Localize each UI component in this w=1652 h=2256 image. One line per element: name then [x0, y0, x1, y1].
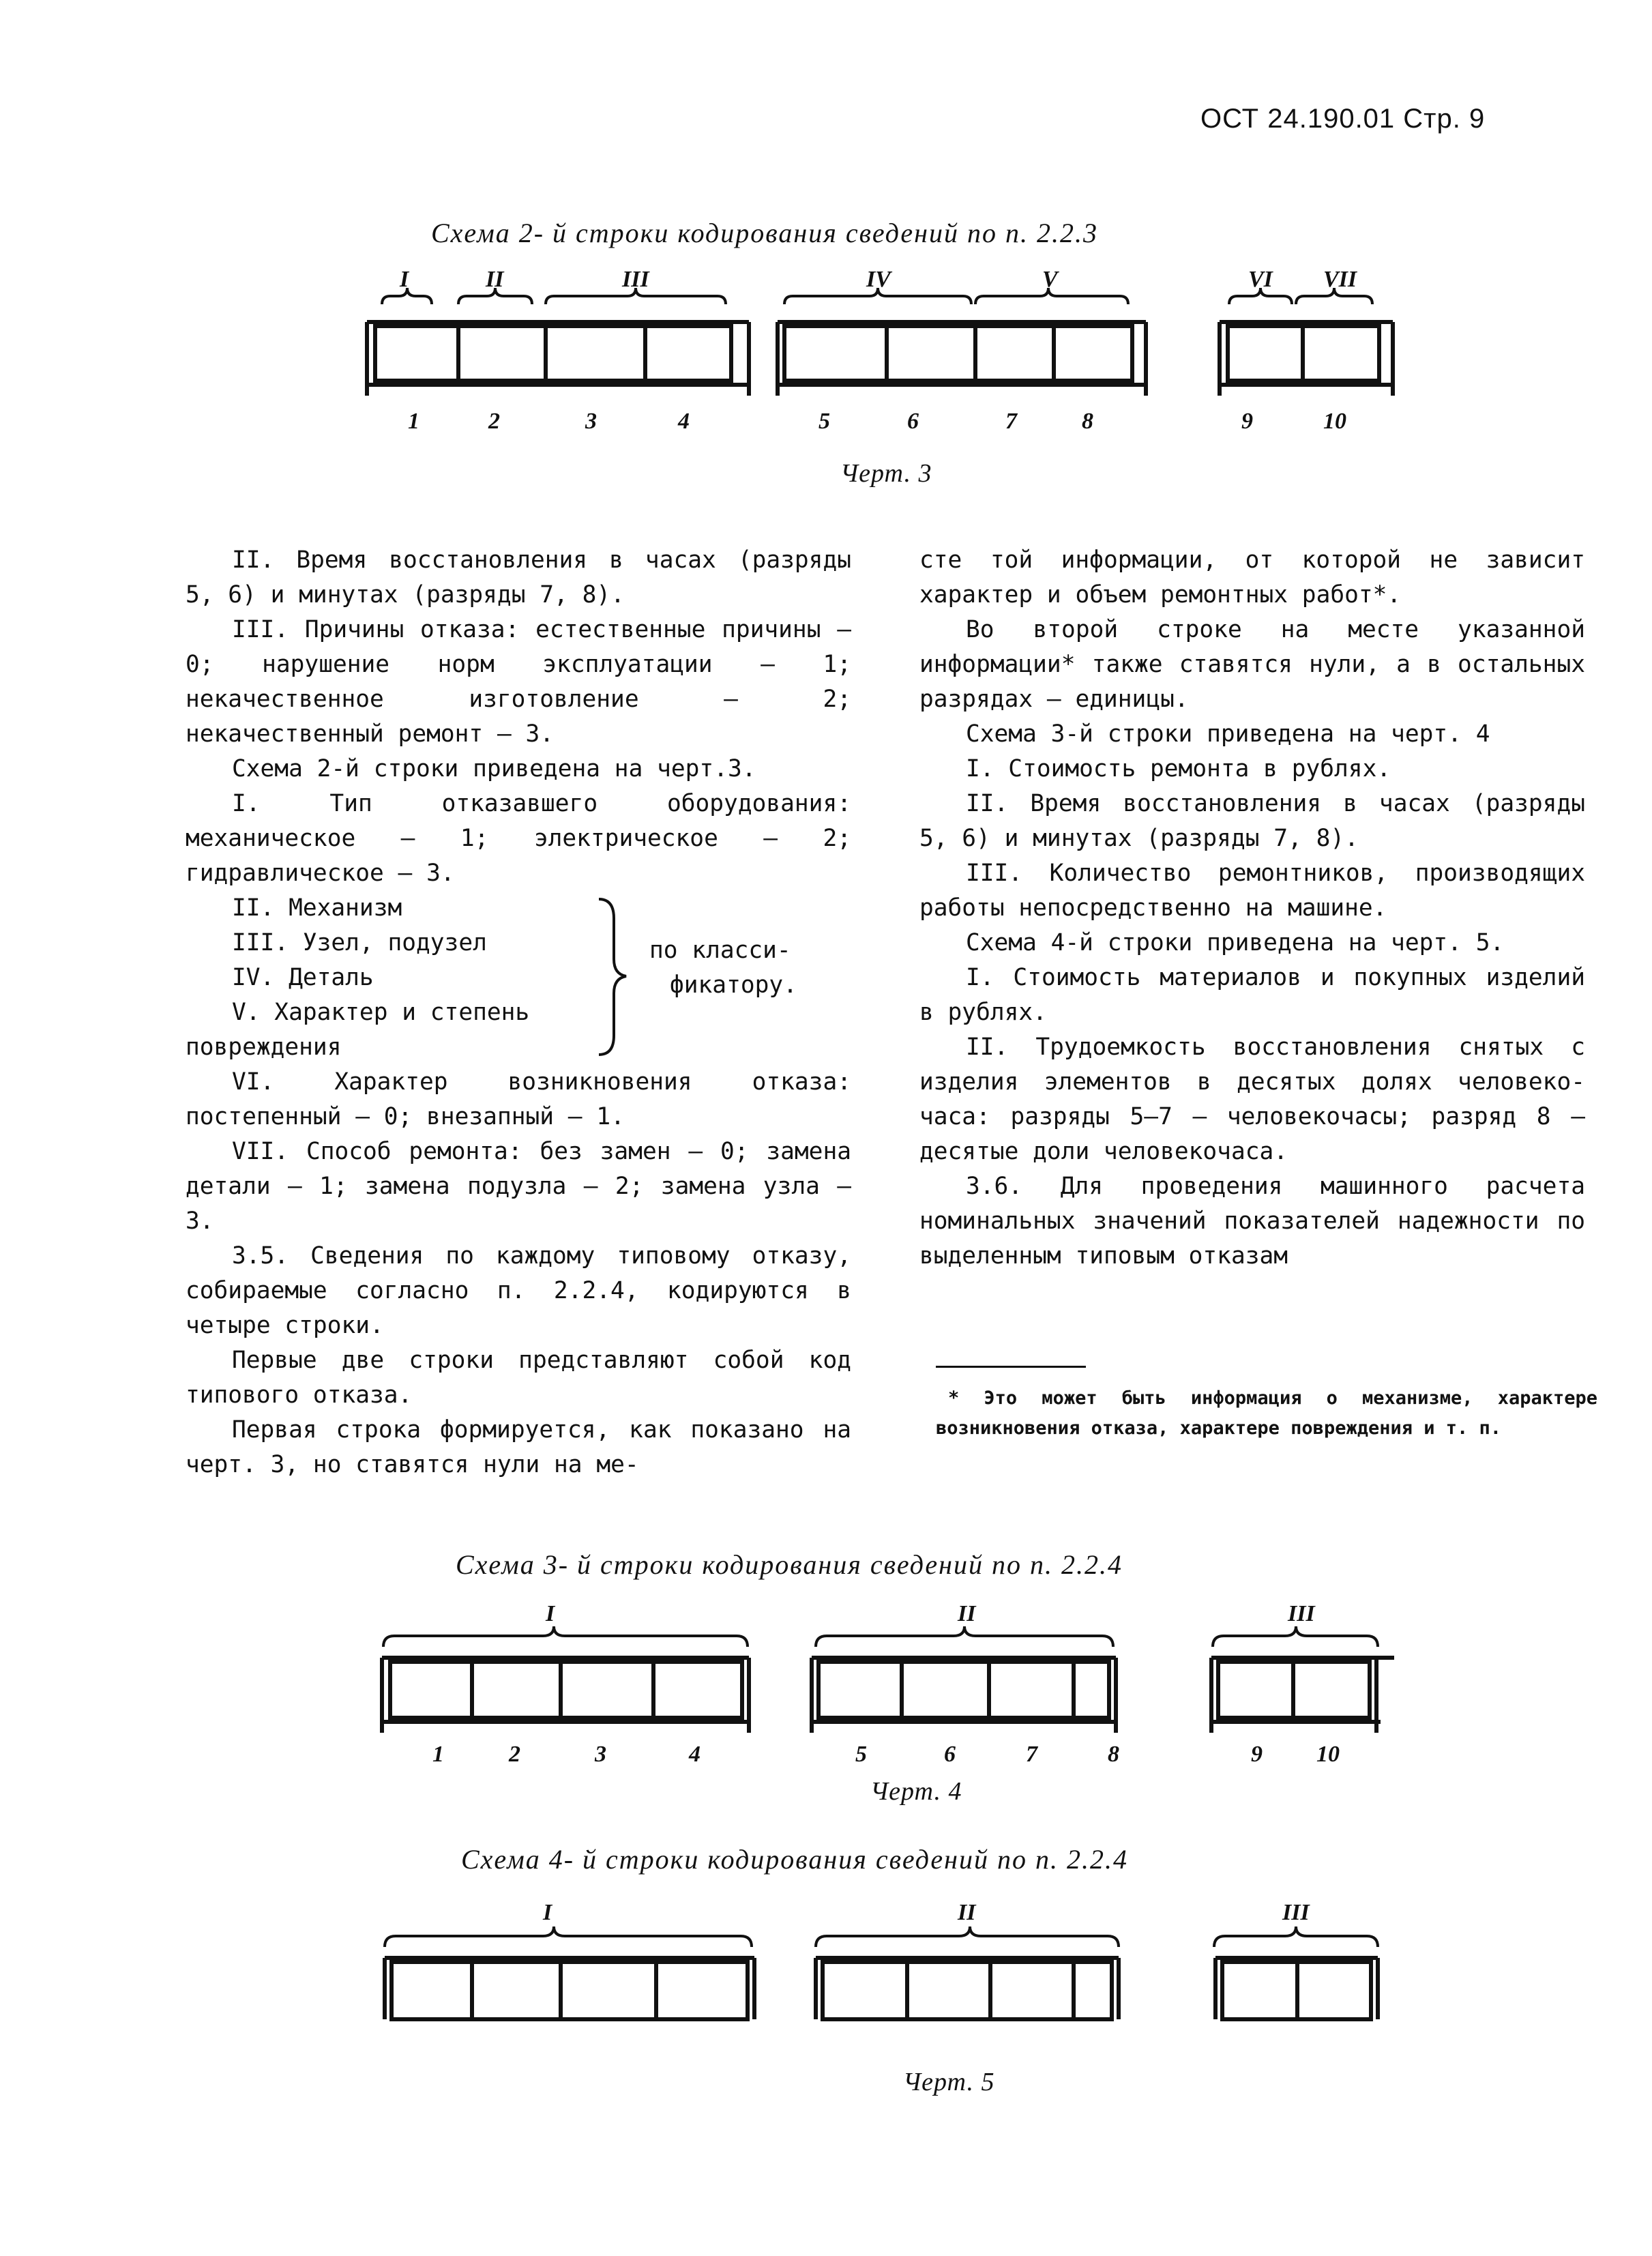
list-item: III. Узел, подузел: [232, 929, 487, 956]
right-column: [919, 543, 1585, 1274]
digit-label: 2: [509, 1742, 520, 1767]
paragraph: 3.6. Для проведения машинного расчета номинальных значений показателей надежности по выделенным типовым отказам: [919, 1173, 1585, 1270]
digit-label: 1: [432, 1742, 444, 1767]
right-brace-icon: [593, 891, 634, 1061]
paragraph: 3.5. Сведения по каждому типовому отказу, собираемые согласно п. 2.2.4, кодируются в четыре строки.: [186, 1242, 851, 1339]
digit-label: 5: [818, 409, 830, 434]
paragraph: VI. Характер возникновения отказа: постепенный – 0; внезапный – 1.: [186, 1068, 851, 1130]
paragraph: Схема 3-й строки приведена на черт. 4: [966, 720, 1490, 748]
digit-label: 10: [1323, 409, 1346, 434]
schema-4-title: Схема 4- й строки кодирования сведений по п. 2.2.4: [461, 1844, 1129, 1875]
digit-label: 6: [944, 1742, 956, 1767]
group-label-VII: VII: [1323, 267, 1357, 292]
brace-I: [383, 1626, 748, 1647]
page-header: ОСТ 24.190.01 Стр. 9: [1200, 104, 1486, 134]
paragraph: Первая строка формируется, как показано на черт. 3, но ставятся нули на ме-: [186, 1416, 851, 1478]
digit-label: 8: [1108, 1742, 1119, 1767]
digit-label: 4: [689, 1742, 700, 1767]
footnote: * Это может быть информация о механизме, характере возникновения отказа, характере повреждения и т. п.: [936, 1388, 1597, 1439]
digit-label: 9: [1251, 1742, 1263, 1767]
digit-label: 7: [1026, 1742, 1037, 1767]
paragraph: I. Стоимость ремонта в рублях.: [966, 755, 1391, 782]
group-label-I: I: [546, 1601, 555, 1626]
paragraph: Первые две строки представляют собой код типового отказа.: [186, 1347, 851, 1409]
classifier-list: [186, 891, 851, 1065]
brace-III: [1214, 1927, 1378, 1947]
figure-3-caption: Черт. 3: [840, 459, 932, 488]
paragraph: II. Время восстановления в часах (разряды 5, 6) и минутах (разряды 7, 8).: [186, 546, 851, 609]
group-label-IV: IV: [866, 267, 891, 292]
group-label-III: III: [1282, 1900, 1310, 1925]
digit-label: 3: [595, 1742, 606, 1767]
digit-label: 4: [678, 409, 690, 434]
digit-label: 6: [907, 409, 919, 434]
paragraph: III. Количество ремонтников, производящих работы непосредственно на машине.: [919, 860, 1585, 922]
brace-III: [1213, 1626, 1378, 1647]
classifier-note: по класси- фикатору.: [649, 937, 797, 999]
schema-3-title: Схема 3- й строки кодирования сведений по п. 2.2.4: [456, 1549, 1123, 1580]
digit-label: 9: [1241, 409, 1253, 434]
group-label-VI: VI: [1248, 267, 1273, 292]
schema-2-diagram: [0, 259, 1652, 478]
paragraph: Во второй строке на месте указанной информации* также ставятся нули, а в остальных разрядах – единицы.: [919, 616, 1585, 713]
paragraph: I. Тип отказавшего оборудования: механическое – 1; электрическое – 2; гидравлическое – 3.: [186, 790, 851, 887]
paragraph: II. Трудоемкость восстановления снятых с изделия элементов в десятых долях человеко-часа: разряды 5–7 – человекочасы; разряд 8 – десятые доли человекочаса.: [919, 1034, 1585, 1165]
paragraph: Схема 2-й строки приведена на черт.3.: [232, 755, 756, 782]
list-item: повреждения: [186, 1034, 342, 1061]
brace-I: [385, 1927, 752, 1947]
group-label-V: V: [1042, 267, 1058, 292]
list-item: V. Характер и степень: [232, 999, 530, 1026]
list-item: IV. Деталь: [232, 964, 374, 991]
group-label-II: II: [958, 1900, 976, 1925]
brace-II: [816, 1626, 1113, 1647]
group-label-III: III: [1288, 1601, 1315, 1626]
figure-4-caption: Черт. 4: [870, 1777, 962, 1806]
paragraph: II. Время восстановления в часах (разряды 5, 6) и минутах (разряды 7, 8).: [919, 790, 1585, 852]
paragraph: III. Причины отказа: естественные причины – 0; нарушение норм эксплуатации – 1; некачественное изготовление – 2; некачественный ремонт – 3.: [186, 616, 851, 748]
schema-2-title: Схема 2- й строки кодирования сведений по п. 2.2.3: [431, 218, 1099, 248]
paragraph: VII. Способ ремонта: без замен – 0; замена детали – 1; замена подузла – 2; замена узла – 3.: [186, 1138, 851, 1235]
figure-5-caption: Черт. 5: [903, 2068, 995, 2096]
left-column: [186, 543, 851, 1482]
digit-label: 2: [488, 409, 500, 434]
digit-label: 10: [1316, 1742, 1340, 1767]
paragraph: Схема 4-й строки приведена на черт. 5.: [966, 929, 1505, 956]
schema-4-diagram: [0, 1884, 1652, 2027]
group-label-III: III: [622, 267, 649, 292]
group-label-II: II: [958, 1601, 976, 1626]
footnote-divider: [936, 1366, 1086, 1368]
schema-3-diagram: [0, 1590, 1652, 1794]
paragraph: I. Стоимость материалов и покупных изделий в рублях.: [919, 964, 1585, 1026]
group-label-II: II: [486, 267, 504, 292]
paragraph: сте той информации, от которой не зависит характер и объем ремонтных работ*.: [919, 546, 1585, 609]
digit-label: 5: [855, 1742, 867, 1767]
group-label-I: I: [543, 1900, 552, 1925]
digit-label: 3: [585, 409, 597, 434]
digit-label: 7: [1005, 409, 1017, 434]
digit-label: 8: [1082, 409, 1093, 434]
list-item: II. Механизм: [232, 894, 402, 922]
group-label-I: I: [400, 267, 409, 292]
digit-label: 1: [408, 409, 419, 434]
brace-II: [816, 1927, 1119, 1947]
